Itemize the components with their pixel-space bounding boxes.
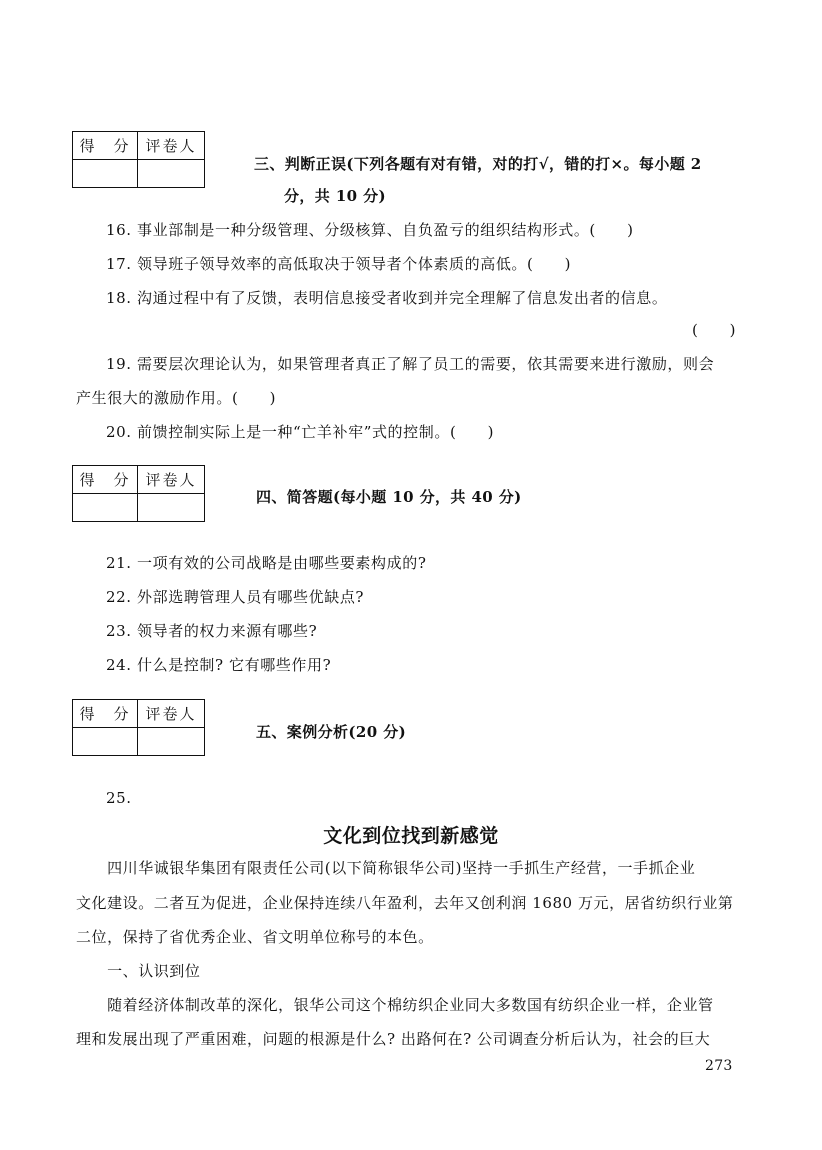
score-label: 得 分 <box>73 132 138 160</box>
question-23: 23. 领导者的权力来源有哪些? <box>106 622 318 640</box>
question-18: 18. 沟通过程中有了反馈，表明信息接受者收到并完全理解了信息发出者的信息。 <box>106 289 668 307</box>
question-24: 24. 什么是控制? 它有哪些作用? <box>106 656 332 674</box>
grader-label: 评卷人 <box>138 700 205 728</box>
question-21: 21. 一项有效的公司战略是由哪些要素构成的? <box>106 554 427 572</box>
grader-cell[interactable] <box>138 728 205 756</box>
section5-heading: 五、案例分析(20 分) <box>256 723 407 741</box>
question-25: 25. <box>106 789 132 807</box>
section3-heading-cont: 分，共 10 分) <box>284 187 387 205</box>
question-19: 19. 需要层次理论认为，如果管理者真正了解了员工的需要，依其需要来进行激励，则会 <box>106 355 715 373</box>
question-16: 16. 事业部制是一种分级管理、分级核算、自负盈亏的组织结构形式。( ) <box>106 221 634 239</box>
case-subheading: 一、认识到位 <box>76 962 201 980</box>
score-cell[interactable] <box>73 728 138 756</box>
grader-label: 评卷人 <box>138 132 205 160</box>
case-paragraph-line-5: 理和发展出现了严重困难，问题的根源是什么? 出路何在? 公司调查分析后认为，社会的巨大 <box>76 1030 711 1048</box>
question-19-cont: 产生很大的激励作用。( ) <box>76 389 277 407</box>
grader-label: 评卷人 <box>138 466 205 494</box>
grader-cell[interactable] <box>138 494 205 522</box>
case-paragraph-line-1: 四川华诚银华集团有限责任公司(以下简称银华公司)坚持一手抓生产经营，一手抓企业 <box>76 859 696 877</box>
score-box-section3 <box>72 131 205 188</box>
section4-heading: 四、简答题(每小题 10 分，共 40 分) <box>256 488 522 506</box>
question-22: 22. 外部选聘管理人员有哪些优缺点? <box>106 588 365 606</box>
case-paragraph-line-3: 二位，保持了省优秀企业、省文明单位称号的本色。 <box>76 928 434 946</box>
score-box-section4 <box>72 465 205 522</box>
question-18-answer-blank: ( ) <box>692 321 737 339</box>
score-box-section5 <box>72 699 205 756</box>
case-paragraph-line-2: 文化建设。二者互为促进，企业保持连续八年盈利，去年又创利润 1680 万元，居省纺织行业第 <box>76 894 734 912</box>
grader-cell[interactable] <box>138 160 205 188</box>
score-cell[interactable] <box>73 160 138 188</box>
score-cell[interactable] <box>73 494 138 522</box>
score-label: 得 分 <box>73 700 138 728</box>
section3-heading: 三、判断正误(下列各题有对有错，对的打√，错的打×。每小题 2 <box>254 155 702 173</box>
question-20: 20. 前馈控制实际上是一种“亡羊补牢”式的控制。( ) <box>106 423 495 441</box>
case-title: 文化到位找到新感觉 <box>323 825 499 847</box>
page-number: 273 <box>705 1058 733 1074</box>
score-label: 得 分 <box>73 466 138 494</box>
question-17: 17. 领导班子领导效率的高低取决于领导者个体素质的高低。( ) <box>106 255 572 273</box>
case-paragraph-line-4: 随着经济体制改革的深化，银华公司这个棉纺织企业同大多数国有纺织企业一样，企业管 <box>76 996 714 1014</box>
